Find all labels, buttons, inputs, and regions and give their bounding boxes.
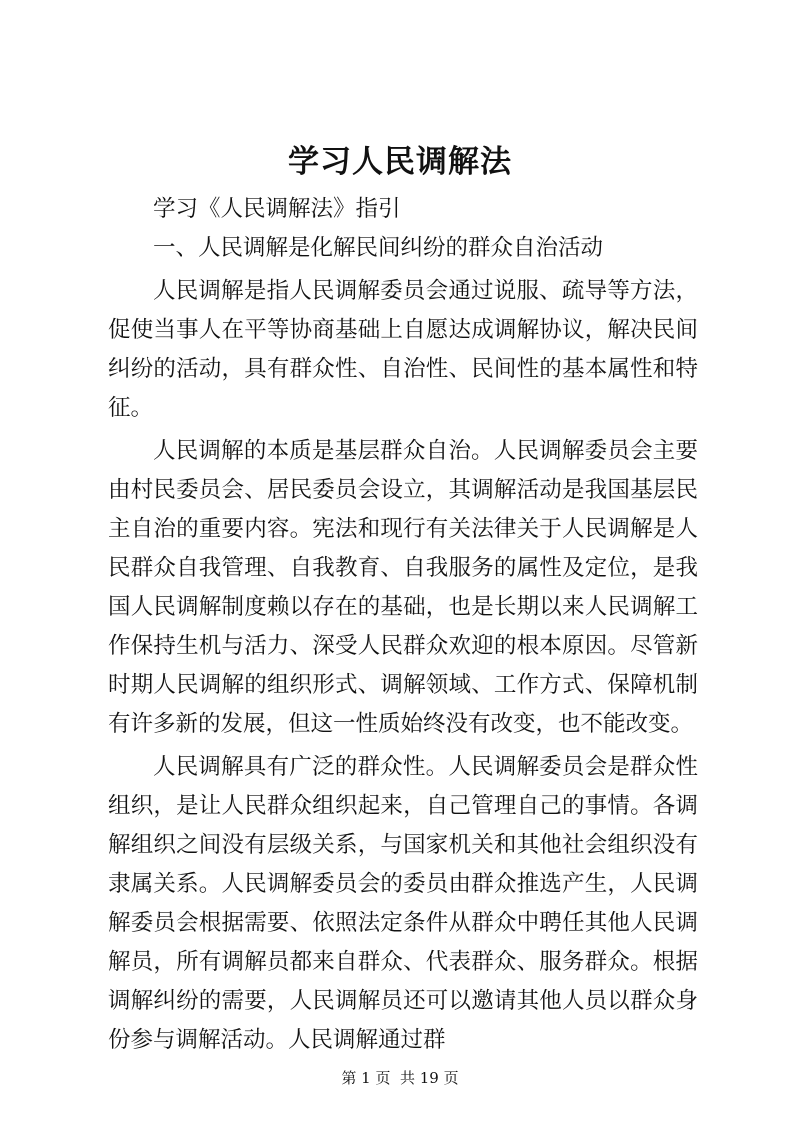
body-paragraph: 人民调解具有广泛的群众性。人民调解委员会是群众性组织，是让人民群众组织起来，自己管理自己的事情。各调解组织之间没有层级关系，与国家机关和其他社会组织没有隶属关系。人民调解委员会的委员由群众推选产生，人民调解委员会根据需要、依照法定条件从群众中聘任其他人民调解员，所有调解员都来自群众、代表群众、服务群众。根据调解纠纷的需要，人民调解员还可以邀请其他人员以群众身份参与调解活动。人民调解通过群 — [108, 754, 698, 1053]
body-paragraph: 人民调解的本质是基层群众自治。人民调解委员会主要由村民委员会、居民委员会设立，其调解活动是我国基层民主自治的重要内容。宪法和现行有关法律关于人民调解是人民群众自我管理、自我教育、自我服务的属性及定位，是我国人民调解制度赖以存在的基础，也是长期以来人民调解工作保持生机与活力、深受人民群众欢迎的根本原因。尽管新时期人民调解的组织形式、调解领域、工作方式、保障机制有许多新的发展，但这一性质始终没有改变，也不能改变。 — [108, 438, 698, 737]
document-title: 学习人民调解法 — [288, 144, 512, 180]
body-paragraph: 人民调解是指人民调解委员会通过说服、疏导等方法，促使当事人在平等协商基础上自愿达成调解协议，解决民间纠纷的活动，具有群众性、自治性、民间性的基本属性和特征。 — [108, 278, 698, 421]
subtitle-paragraph: 学习《人民调解法》指引 — [153, 196, 401, 222]
page-number-label: 第 1 页 共 19 页 — [341, 1069, 459, 1087]
section-heading: 一、人民调解是化解民间纠纷的群众自治活动 — [153, 235, 604, 261]
document-body — [108, 190, 698, 1060]
page-footer — [0, 1068, 800, 1088]
